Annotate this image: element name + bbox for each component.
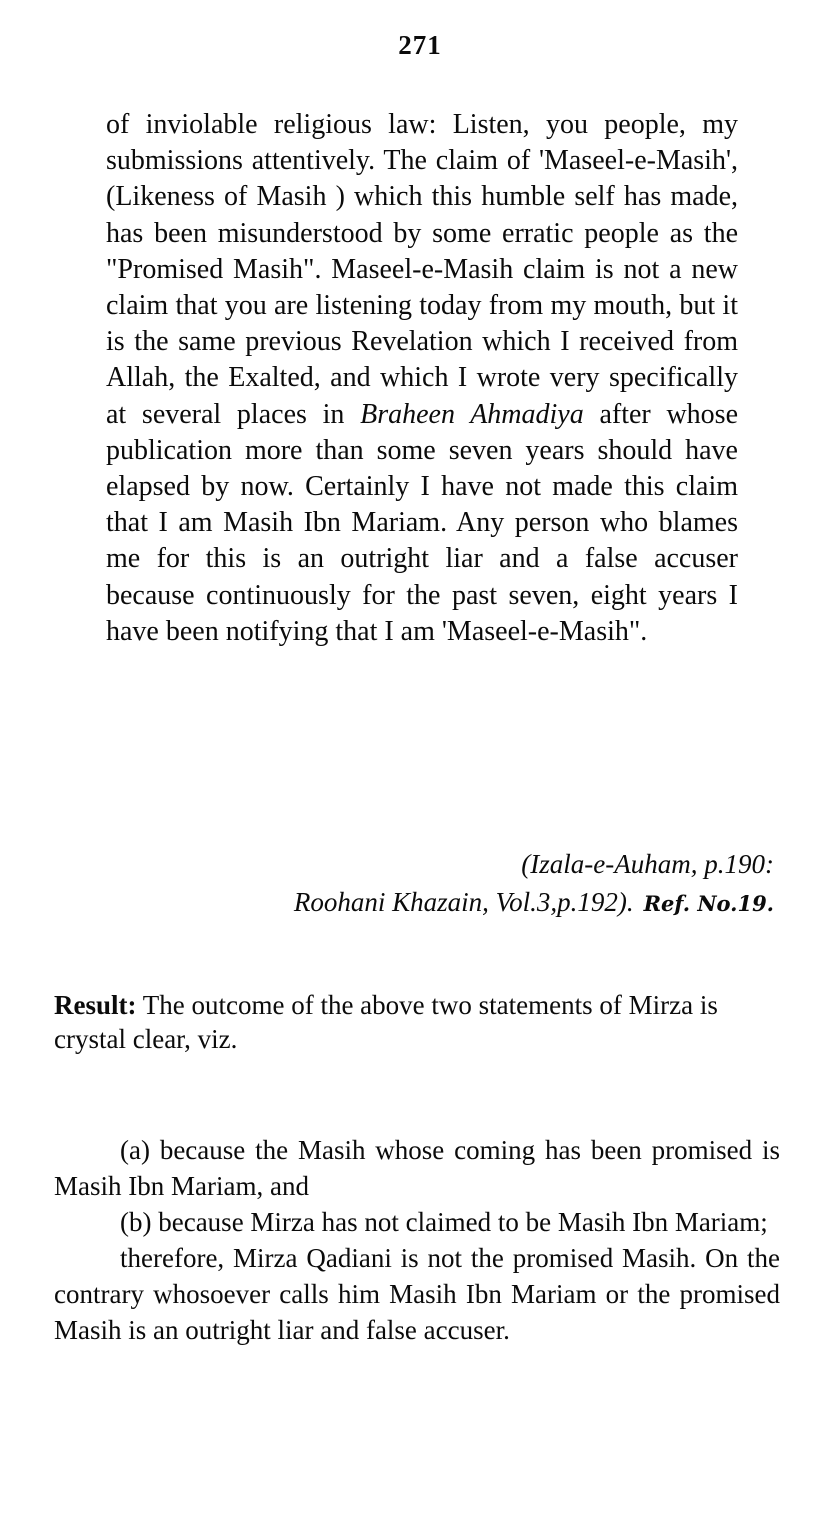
page-number: 271 [398,30,442,60]
quote-text-part-1: of inviolable religious law: Listen, you people, my submissions attentively. The claim of 'Maseel-e-Masih', (Likeness of Masih ) which this humble self has made, has been misunderstood by some erratic people as the "Promised Masih". Maseel-e-Masih claim is not a new claim that you are listening today from my mouth, but it is the same previous Revelation which I received from Allah, the Exalted, and which I wrote very specifically at several places in [106,109,738,430]
quoted-paragraph [106,107,738,650]
therefore-paragraph: therefore, Mirza Qadiani is not the promised Masih. On the contrary whosoever calls him Masih Ibn Mariam or the promised Masih is an outright liar and false accuser. [54,1243,780,1345]
result-label: Result: [54,990,137,1020]
result-text: The outcome of the above two statements of Mirza is crystal clear, viz. [54,990,718,1054]
reference-note: Ref. No.19. [643,891,774,916]
book-title: Braheen Ahmadiya [360,398,584,430]
point-a: (a) because the Masih whose coming has been promised is Masih Ibn Mariam, and [54,1135,780,1201]
quoted-passage [106,107,738,650]
result-section [54,988,784,1056]
citation-source: Roohani Khazain, Vol.3,p.192). [293,887,634,917]
conclusion-section [54,1132,780,1348]
citation-line-1: (Izala-e-Auham, p.190: [521,849,774,879]
citation-line-2 [294,884,774,922]
result-paragraph [54,988,784,1056]
quote-text-part-2: after whose publication more than some seven years should have elapsed by now. Certainly I have not made this claim that I am Masih Ibn Mariam. Any person who blames me for this is an outright liar and a false accuser because continuously for the past seven, eight years I have been notifying that I am 'Maseel-e-Masih". [106,398,739,647]
point-b: (b) because Mirza has not claimed to be Masih Ibn Mariam; [120,1207,768,1237]
